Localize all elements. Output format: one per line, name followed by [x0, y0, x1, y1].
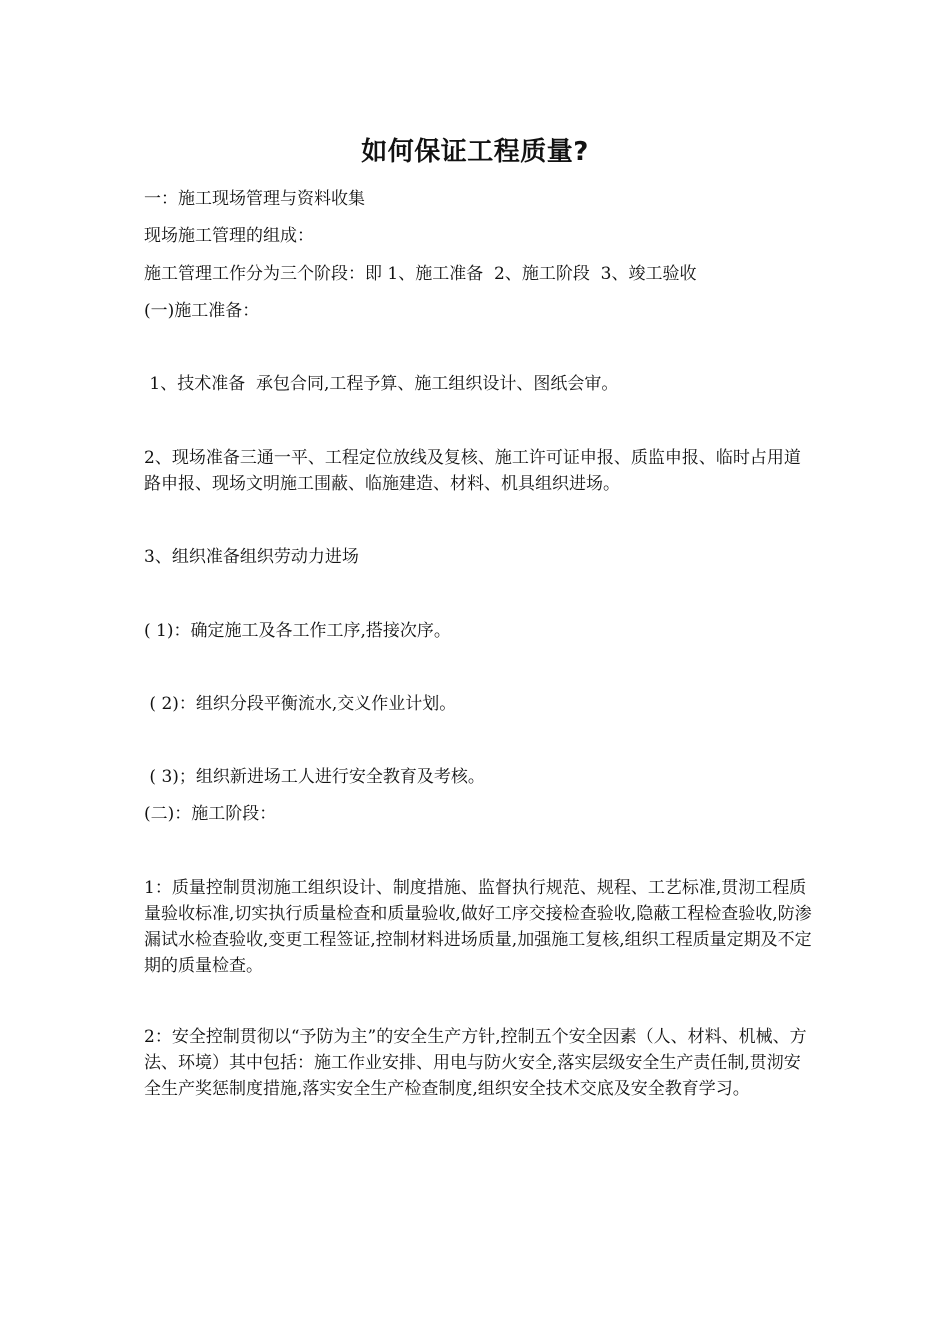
list-item-org-prep: 3、组织准备组织劳动力进场 [144, 547, 359, 567]
paragraph-line: 现场施工管理的组成： [144, 226, 314, 246]
document-title: 如何保证工程质量? [361, 137, 589, 167]
subsection-heading-prep: (一)施工准备： [144, 301, 260, 321]
list-item-site-prep: 2、现场准备三通一平、工程定位放线及复核、施工许可证申报、质监申报、临时占用道路申报、现场文明施工围蔽、临施建造、材料、机具组织进场。 [144, 448, 801, 494]
subsection-heading-construction: (二)：施工阶段： [144, 804, 277, 824]
list-item-safety-control: 2：安全控制贯彻以“予防为主”的安全生产方针,控制五个安全因素（人、材料、机械、方法、环境）其中包括：施工作业安排、用电与防火安全,落实层级安全生产责任制,贯沏安全生产奖惩制度措施,落实安全生产检查制度,组织安全技术交底及安全教育学习。 [144, 1027, 807, 1099]
list-item-tech-prep: 1、技术准备 承包合同,工程予算、施工组织设计、图纸会审。 [144, 374, 619, 394]
paragraph-line: 施工管理工作分为三个阶段：即 1、施工准备 2、施工阶段 3、竣工验收 [144, 264, 697, 284]
list-item-quality-control: 1：质量控制贯沏施工组织设计、制度措施、监督执行规范、规程、工艺标准,贯沏工程质量验收标准,切实执行质量检查和质量验收,做好工序交接检查验收,隐蔽工程检查验收,防渗漏试水检查验收,变更工程签证,控制材料进场质量,加强施工复核,组织工程质量定期及不定期的质量检查。 [144, 878, 812, 976]
sub-item-3: ( 3)；组织新进场工人进行安全教育及考核。 [144, 767, 485, 787]
sub-item-2: ( 2)：组织分段平衡流水,交义作业计划。 [144, 694, 457, 714]
sub-item-1: ( 1)：确定施工及各工作工序,搭接次序。 [144, 621, 451, 641]
section-heading-1: 一：施工现场管理与资料收集 [144, 189, 365, 209]
